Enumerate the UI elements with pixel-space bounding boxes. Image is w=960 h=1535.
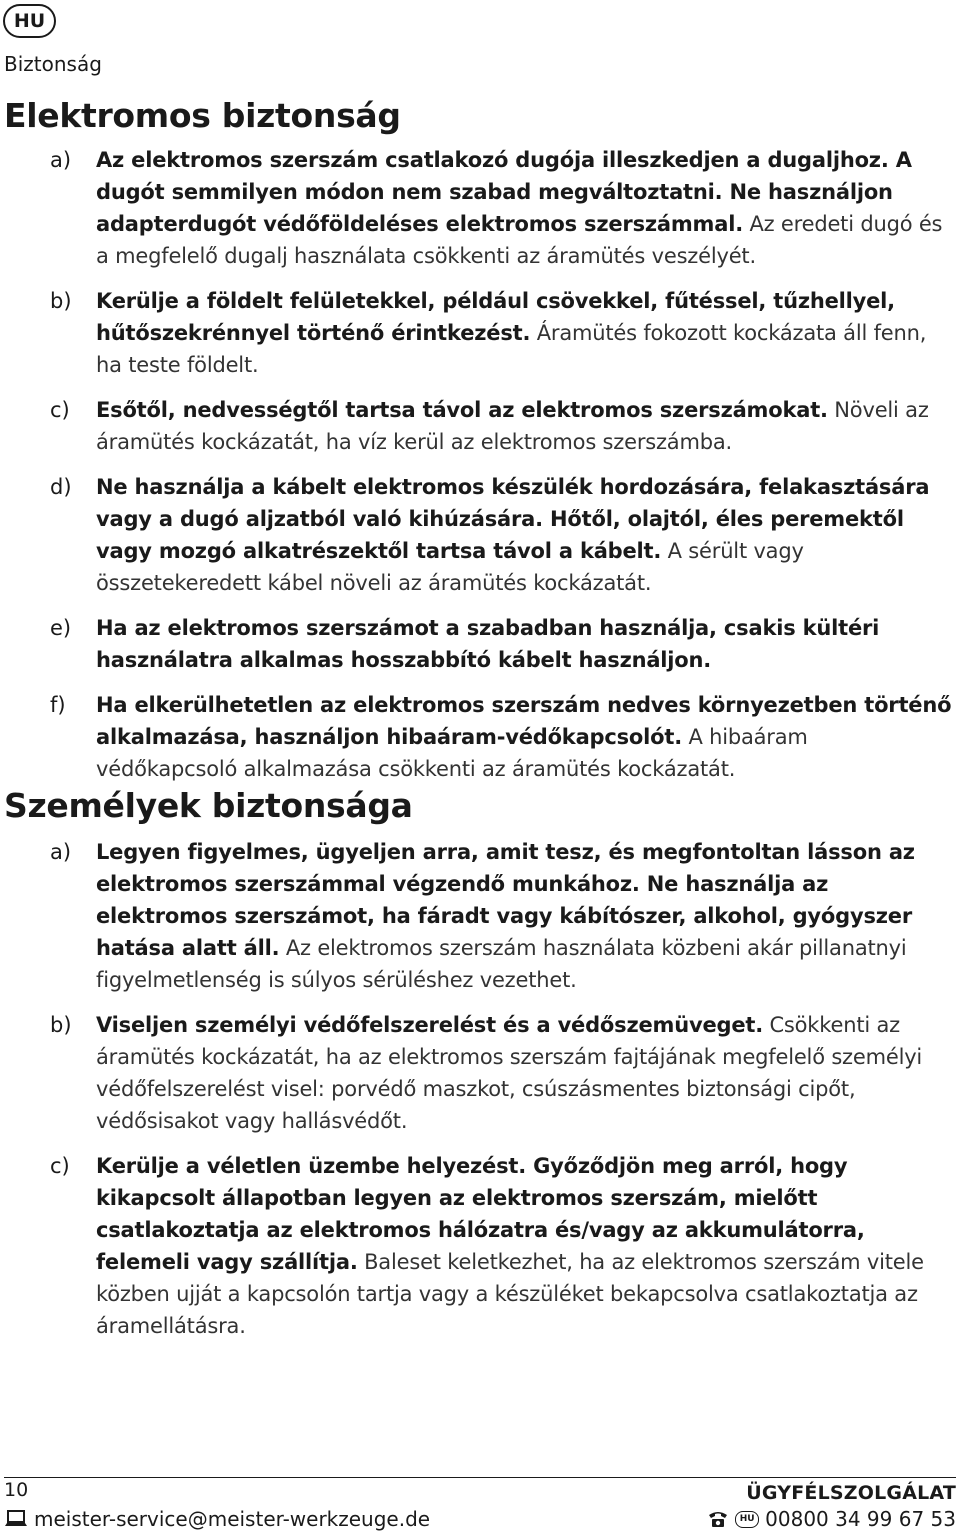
list-item-letter: c)	[50, 1154, 70, 1178]
electrical-safety-list	[0, 144, 960, 798]
list-item-letter: a)	[50, 840, 72, 864]
list-item-normal-text: Növeli az áramütés kockázatát, ha víz kerül az elektromos szerszámba.	[96, 398, 929, 454]
list-item-letter: a)	[50, 148, 72, 172]
phone-number[interactable]: 00800 34 99 67 53	[765, 1507, 956, 1531]
list-item-text	[96, 612, 954, 676]
list-item-letter: e)	[50, 616, 72, 640]
language-badge: HU	[3, 4, 56, 38]
list-item	[0, 1150, 960, 1342]
list-item	[0, 1009, 960, 1137]
list-item-normal-text: A hibaáram védőkapcsoló alkalmazása csökkenti az áramütés kockázatát.	[96, 725, 808, 781]
list-item-letter: b)	[50, 1013, 72, 1037]
list-item-text	[96, 1150, 954, 1342]
phone-country-badge: HU	[735, 1511, 759, 1528]
email-address[interactable]: meister-service@meister-werkzeuge.de	[34, 1507, 431, 1531]
email-contact	[4, 1507, 430, 1531]
heading-electrical-safety: Elektromos biztonság	[4, 96, 401, 135]
list-item-normal-text: Az elektromos szerszám használata közbeni akár pillanatnyi figyelmetlenség is súlyos sérüléshez vezethet.	[96, 936, 907, 992]
list-item-normal-text: Csökkenti az áramütés kockázatát, ha az elektromos szerszám fajtájának megfelelő személyi védőfelszerelést visel: porvédő maszkot, csúszásmentes biztonsági cipőt, védősisakot vagy hallásvédőt.	[96, 1013, 923, 1133]
list-item-normal-text: Áramütés fokozott kockázata áll fenn, ha teste földelt.	[96, 321, 927, 377]
list-item-letter: c)	[50, 398, 70, 422]
list-item-text	[96, 471, 954, 599]
list-item-text	[96, 144, 954, 272]
list-item-letter: b)	[50, 289, 72, 313]
list-item-bold-text: Ha elkerülhetetlen az elektromos szerszám nedves környezetben történő alkalmazása, használjon hibaáram-védőkapcsolót.	[96, 693, 952, 749]
list-item-bold-text: Esőtől, nedvességtől tartsa távol az elektromos szerszámokat.	[96, 398, 828, 422]
list-item-text	[96, 689, 954, 785]
list-item	[0, 285, 960, 381]
list-item-bold-text: Ne használja a kábelt elektromos készülék hordozására, felakasztására vagy a dugó aljzatból való kihúzására. Hőtől, olajtól, éles peremektől vagy mozgó alkatrészektől tartsa távol a kábelt.	[96, 475, 930, 563]
list-item-text	[96, 285, 954, 381]
list-item	[0, 471, 960, 599]
page-number: 10	[4, 1479, 29, 1501]
footer-divider	[4, 1477, 956, 1478]
list-item-bold-text: Ha az elektromos szerszámot a szabadban használja, csakis kültéri használatra alkalmas hosszabbító kábelt használjon.	[96, 616, 880, 672]
customer-service-label: ÜGYFÉLSZOLGÁLAT	[746, 1482, 956, 1504]
list-item-bold-text: Legyen figyelmes, ügyeljen arra, amit tesz, és megfontoltan lásson az elektromos szerszámmal végzendő munkához. Ne használja az elektromos szerszámot, ha fáradt vagy kábítószer, alkohol, gyógyszer hatása alatt áll.	[96, 840, 915, 960]
list-item-bold-text: Viseljen személyi védőfelszerelést és a védőszemüveget.	[96, 1013, 763, 1037]
list-item	[0, 836, 960, 996]
list-item-bold-text: Kerülje a földelt felületekkel, például csövekkel, fűtéssel, tűzhellyel, hűtőszekrénnyel történő érintkezést.	[96, 289, 895, 345]
list-item-text	[96, 836, 954, 996]
list-item-normal-text: Baleset keletkezhet, ha az elektromos szerszám vitele közben ujját a kapcsolón tartja vagy a készüléket bekapcsolva csatlakoztatja az áramellátásra.	[96, 1250, 924, 1338]
section-label: Biztonság	[4, 52, 102, 76]
phone-icon	[707, 1509, 729, 1529]
list-item-bold-text: Kerülje a véletlen üzembe helyezést. Győződjön meg arról, hogy kikapcsolt állapotban legyen az elektromos szerszám, mielőtt csatlakoztatja az elektromos hálózatra és/vagy az akkumulátorra, felemeli vagy szállítja.	[96, 1154, 865, 1274]
list-item	[0, 144, 960, 272]
personal-safety-list	[0, 836, 960, 1355]
list-item-letter: f)	[50, 693, 66, 717]
list-item	[0, 394, 960, 458]
list-item-normal-text: A sérült vagy összetekeredett kábel növeli az áramütés kockázatát.	[96, 539, 804, 595]
list-item	[0, 612, 960, 676]
phone-contact	[707, 1507, 956, 1531]
list-item-bold-text: Az elektromos szerszám csatlakozó dugója illeszkedjen a dugaljhoz. A dugót semmilyen módon nem szabad megváltoztatni. Ne használjon adapterdugót védőföldeléses elektromos szerszámmal.	[96, 148, 912, 236]
list-item-normal-text: Az eredeti dugó és a megfelelő dugalj használata csökkenti az áramütés veszélyét.	[96, 212, 943, 268]
list-item-text	[96, 1009, 954, 1137]
laptop-icon	[4, 1509, 28, 1529]
list-item	[0, 689, 960, 785]
heading-personal-safety: Személyek biztonsága	[4, 786, 413, 825]
list-item-text	[96, 394, 954, 458]
list-item-letter: d)	[50, 475, 72, 499]
